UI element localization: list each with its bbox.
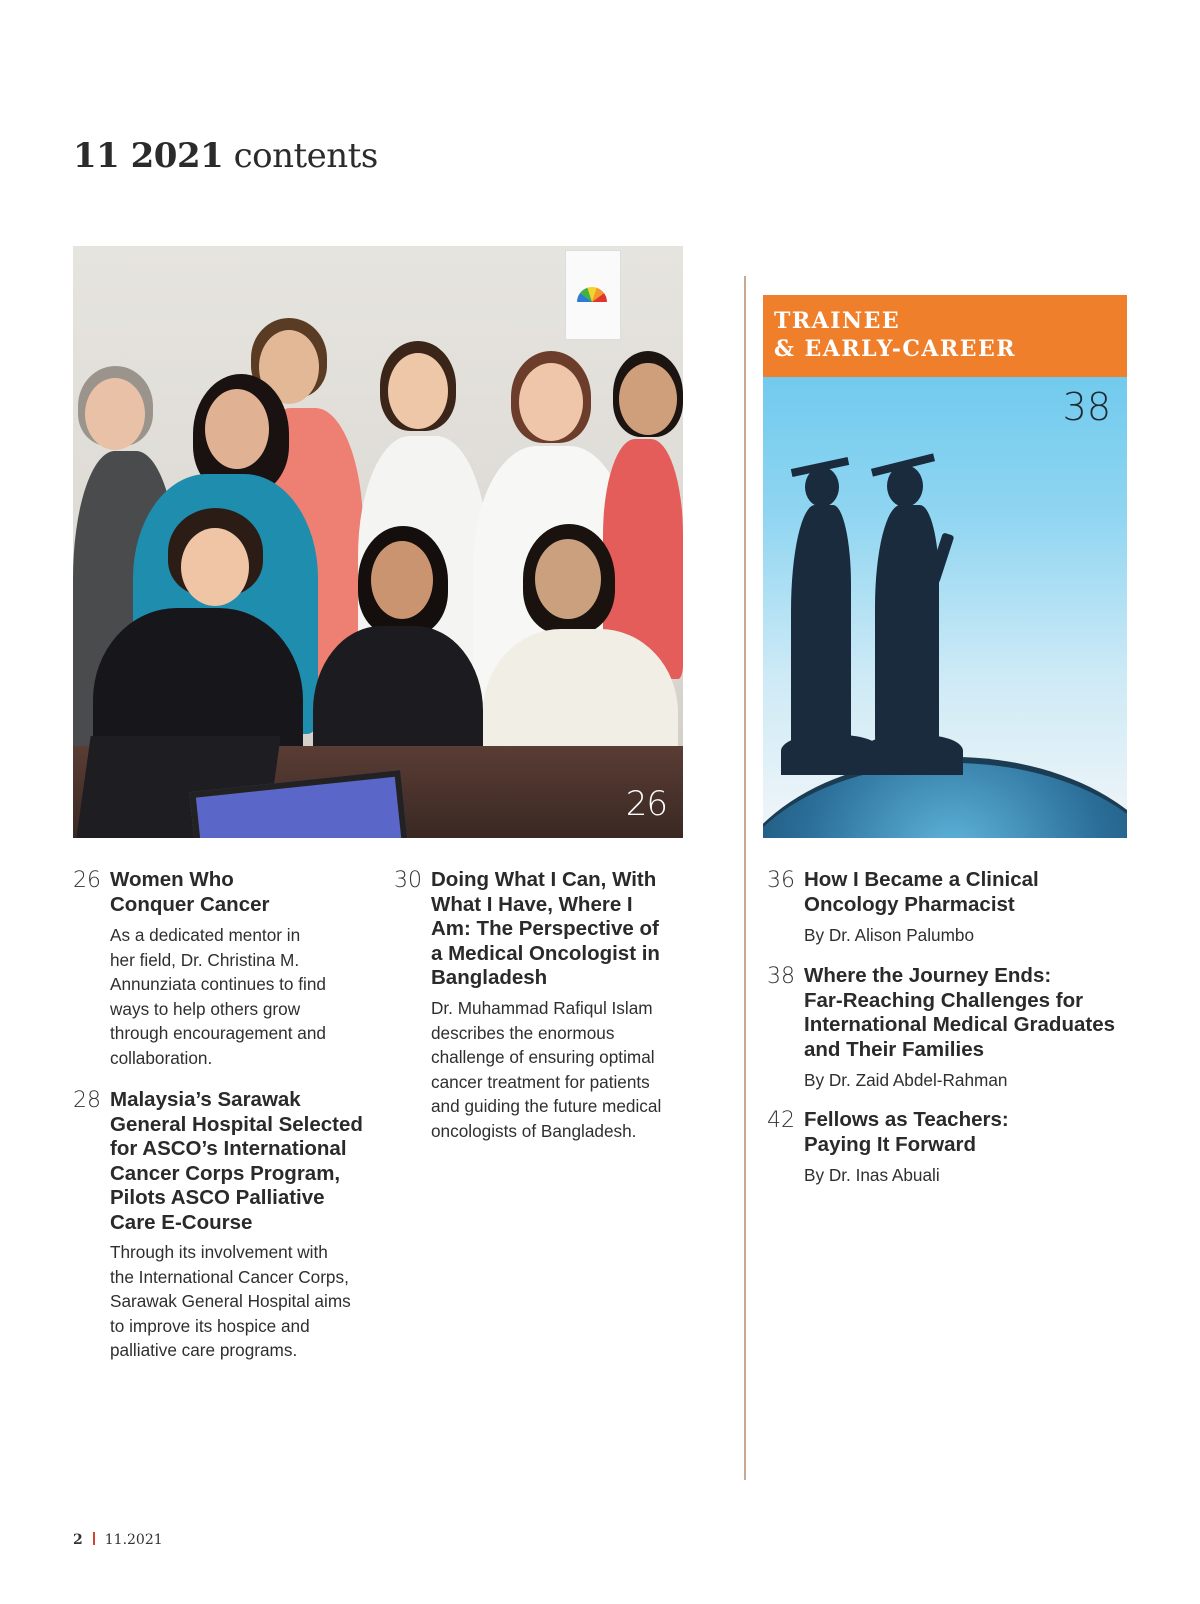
article-title[interactable]: Women Who Conquer Cancer [110, 868, 270, 916]
article-description: As a dedicated mentor in her field, Dr. Christina M. Annunziata continues to find ways to help others grow through encouragement and collaboration. [110, 925, 326, 1068]
gauge-graphic [577, 287, 607, 302]
article-title[interactable]: Fellows as Teachers: Paying It Forward [804, 1108, 1009, 1156]
trainee-early-career-panel[interactable] [763, 295, 1127, 838]
article-entry[interactable] [767, 1108, 1127, 1188]
article-byline: By Dr. Alison Palumbo [804, 925, 975, 945]
footer-separator [93, 1532, 95, 1545]
article-page-number: 38 [767, 964, 795, 989]
article-entry[interactable] [73, 1088, 373, 1368]
page-footer [73, 1532, 163, 1548]
article-page-number: 36 [767, 868, 795, 893]
article-description: Through its involvement with the International Cancer Corps, Sarawak General Hospital aims to improve its hospice and palliative care programs. [110, 1242, 351, 1361]
feature-photo[interactable] [73, 246, 683, 838]
article-byline: By Dr. Zaid Abdel-Rahman [804, 1070, 1008, 1090]
wall-poster [565, 250, 621, 340]
section-banner-label [774, 307, 1016, 363]
banner-line-1: TRAINEE [774, 308, 901, 334]
article-page-number: 42 [767, 1108, 795, 1133]
footer-issue: 11.2021 [104, 1532, 163, 1548]
article-title[interactable]: How I Became a Clinical Oncology Pharmacist [804, 868, 1039, 916]
banner-line-2: & EARLY-CAREER [774, 336, 1017, 362]
footer-page-number: 2 [73, 1532, 83, 1548]
article-entry[interactable] [767, 964, 1147, 1094]
article-title[interactable]: Doing What I Can, With What I Have, Where I Am: The Perspective of a Medical Oncologist in Bangladesh [431, 868, 660, 990]
photo-page-number: 26 [625, 784, 667, 824]
contents-label: contents [233, 136, 378, 176]
article-entry[interactable] [767, 868, 1127, 948]
article-page-number: 28 [73, 1088, 101, 1113]
column-divider [744, 276, 746, 1480]
article-page-number: 26 [73, 868, 101, 893]
page-title [73, 136, 378, 176]
panel-page-number: 38 [1062, 385, 1111, 429]
article-title[interactable]: Malaysia’s Sarawak General Hospital Selected for ASCO’s International Cancer Corps Program, Pilots ASCO Palliative Care E-Course [110, 1088, 363, 1234]
article-description: Dr. Muhammad Rafiqul Islam describes the enormous challenge of ensuring optimal cancer treatment for patients and guiding the future medical oncologists of Bangladesh. [431, 998, 662, 1141]
article-byline: By Dr. Inas Abuali [804, 1165, 940, 1185]
article-entry[interactable] [73, 868, 363, 1078]
issue-label: 11 2021 [73, 136, 224, 176]
article-title[interactable]: Where the Journey Ends: Far-Reaching Challenges for International Medical Graduates and Their Families [804, 964, 1115, 1061]
article-page-number: 30 [394, 868, 422, 893]
article-entry[interactable] [394, 868, 694, 1148]
